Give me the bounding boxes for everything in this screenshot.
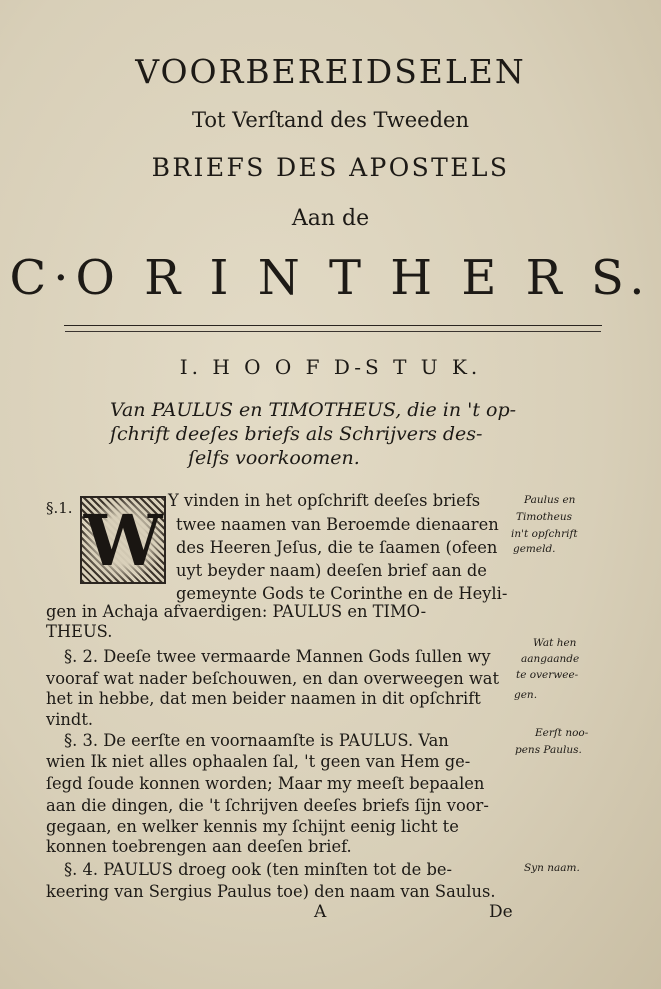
body-line: gegaan, en welker kennis my ſchijnt eenig licht te xyxy=(46,817,459,836)
body-line: §. 2. Deeſe twee vermaarde Mannen Gods ſullen wy xyxy=(64,647,491,666)
body-line: ſegd ſoude konnen worden; Maar my meeſt bepaalen xyxy=(46,774,485,793)
margin-note: gen. xyxy=(514,689,538,701)
chapter-heading: I. H O O F D-S T U K. xyxy=(179,355,482,379)
margin-note: Eerſt noo- xyxy=(535,727,589,739)
body-line: vindt. xyxy=(46,710,94,729)
subtitle-line-2: ſchrift deeſes briefs als Schrijvers des- xyxy=(110,423,483,445)
title-rule-thick xyxy=(64,325,602,326)
margin-note: in't opſchrift xyxy=(511,528,578,540)
body-line: des Heeren Jeſus, die te ſaamen (ofeen xyxy=(176,538,498,557)
title-rule-thin xyxy=(65,331,601,332)
margin-note: Paulus en xyxy=(524,494,576,506)
title-line-3: BRIEFS DES APOSTELS xyxy=(151,153,510,182)
margin-note: pens Paulus. xyxy=(515,744,582,756)
title-line-2: Tot Verſtand des Tweeden xyxy=(191,108,470,132)
body-line: uyt beyder naam) deeſen brief aan de xyxy=(176,561,487,580)
body-line: §. 3. De eerſte en voornaamſte is PAULUS. Van xyxy=(64,731,449,750)
margin-note: Wat hen xyxy=(533,637,577,649)
body-line: konnen toebrengen aan deeſen brief. xyxy=(46,837,352,856)
chapter-subtitle xyxy=(110,398,570,470)
margin-note: Syn naam. xyxy=(524,862,580,874)
margin-note: aangaande xyxy=(521,653,580,665)
title-line-5: C·O R I N T H E R S. xyxy=(9,250,652,306)
decorated-initial xyxy=(80,496,166,584)
body-line: §. 4. PAULUS droeg ook (ten minſten tot de be- xyxy=(64,860,453,879)
subtitle-line-3: ſelfs voorkoomen. xyxy=(188,447,360,469)
section-mark: §.1. xyxy=(46,499,73,517)
margin-note: gemeld. xyxy=(513,543,556,555)
initial-letter: W xyxy=(83,498,163,582)
body-line: gen in Achaja afvaerdigen: PAULUS en TIMO- xyxy=(46,602,427,621)
catchword: De xyxy=(489,902,513,922)
body-line: keering van Sergius Paulus toe) den naam van Saulus. xyxy=(46,882,496,901)
body-line: het in hebbe, dat men beider naamen in dit opſchrift xyxy=(46,689,481,708)
body-line: Y vinden in het opſchrift deeſes briefs xyxy=(168,491,481,510)
body-line: wien Ik niet alles ophaalen ſal, 't geen van Hem ge- xyxy=(46,752,471,771)
title-line-1: VOORBEREIDSELEN xyxy=(135,52,526,91)
margin-note: Timotheus xyxy=(516,511,572,523)
body-line: THEUS. xyxy=(46,622,113,641)
signature-mark: A xyxy=(314,902,327,922)
body-line: aan die dingen, die 't ſchrijven deeſes briefs ſijn voor- xyxy=(46,796,489,815)
body-line: vooraf wat nader beſchouwen, en dan overweegen wat xyxy=(46,669,500,688)
margin-note: te overwee- xyxy=(516,669,579,681)
subtitle-line-1: Van PAULUS en TIMOTHEUS, die in 't op- xyxy=(110,399,517,421)
body-line: twee naamen van Beroemde dienaaren xyxy=(176,515,499,534)
title-line-4: Aan de xyxy=(291,206,370,231)
body-line: gemeynte Gods te Corinthe en de Heyli- xyxy=(176,584,508,603)
